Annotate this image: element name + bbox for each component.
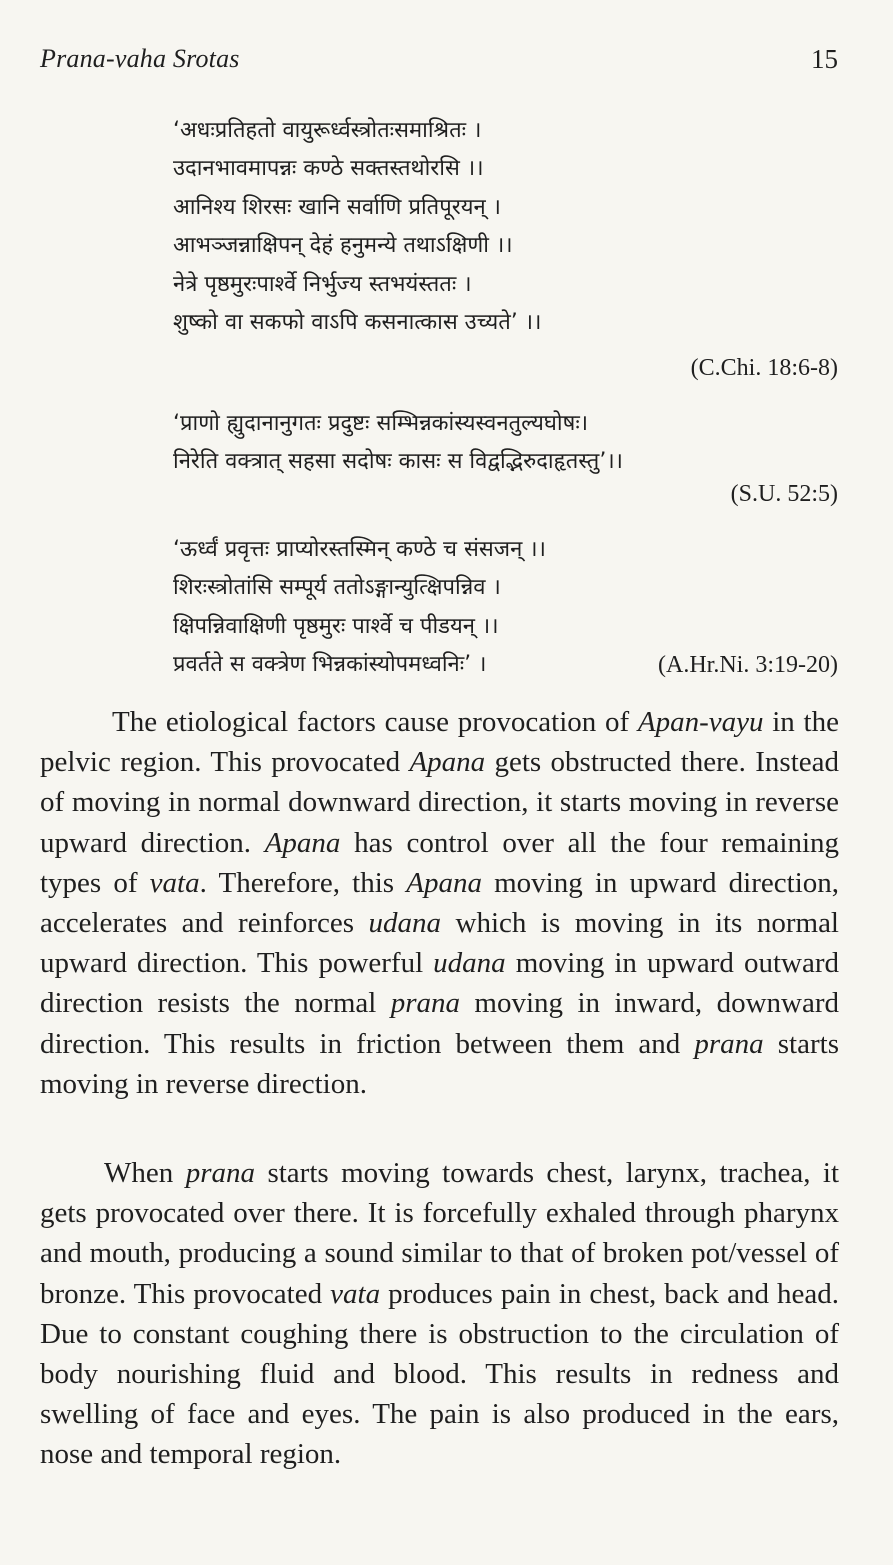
- verse-citation-2: (S.U. 52:5): [730, 481, 838, 507]
- text-run: moving in upward direction, accelerates and reinforces: [40, 866, 840, 940]
- text-run: which is moving in its normal upward direction. This powerful: [40, 907, 839, 980]
- text-run: gets obstructed there. Instead of moving in normal downward direction, it starts moving in reverse upward direction.: [40, 746, 839, 859]
- verse-line: नेत्रे पृष्ठमुरःपार्श्वे निर्भुज्य स्तभयंस्ततः ।: [173, 271, 472, 297]
- verse-line: ‘अधःप्रतिहतो वायुरूर्ध्वस्त्रोतःसमाश्रितः ।: [173, 118, 482, 143]
- body-paragraph-1: [40, 702, 839, 1104]
- italic-term: vata: [149, 866, 200, 899]
- verse-citation-1: (C.Chi. 18:6-8): [690, 355, 838, 381]
- page-number: 15: [811, 44, 838, 74]
- italic-term: prana: [390, 987, 461, 1020]
- italic-term: udana: [368, 907, 441, 940]
- verse-line: उदानभावमापन्नः कण्ठे सक्तस्तथोरसि ।।: [173, 156, 484, 182]
- sanskrit-verse-block-2: [173, 405, 838, 482]
- italic-term: udana: [433, 947, 506, 980]
- text-run: . Therefore, this: [199, 866, 407, 899]
- verse-citation-3: (A.Hr.Ni. 3:19-20): [658, 652, 838, 679]
- verse-line: आनिश्य शिरसः खानि सर्वाणि प्रतिपूरयन् ।: [173, 194, 502, 220]
- italic-term: Apana: [409, 746, 486, 779]
- verse-line: निरेति वक्त्रात् सहसा सदोषः कासः स विद्वद्भिरुदाहृतस्तु’।।: [173, 449, 624, 475]
- verse-line: [173, 646, 838, 684]
- sanskrit-verse-block-3: [173, 531, 838, 685]
- text-run: When: [104, 1157, 186, 1189]
- italic-term: prana: [185, 1157, 255, 1189]
- verse-line: ‘प्राणो ह्युदानानुगतः प्रदुष्टः सम्भिन्नकांस्यस्वनतुल्यघोषः।: [173, 411, 589, 436]
- italic-term: Apan-vayu: [637, 706, 764, 738]
- verse-line: आभञ्जन्नाक्षिपन् देहं हनुमन्ये तथाऽक्षिणी ।।: [173, 233, 513, 259]
- verse-line: शिरःस्त्रोतांसि सम्पूर्य ततोऽङ्गान्युत्क्षिपन्निव ।: [173, 575, 501, 601]
- running-head: [40, 44, 838, 84]
- text-run: has control over all the four remaining types of: [40, 826, 840, 899]
- text-run: starts moving in reverse direction.: [40, 1027, 839, 1100]
- text-run: starts moving towards chest, larynx, trachea, it gets provocated over there. It is forcefully exhaled through pharynx and mouth, producing a sound similar to that of broken pot/vessel of bronze. This provocated: [40, 1157, 839, 1310]
- verse-line: ‘ऊर्ध्वं प्रवृत्तः प्राप्योरस्तस्मिन् कण्ठे च संसजन् ।।: [173, 537, 546, 562]
- text-run: The etiological factors cause provocation of: [112, 706, 638, 738]
- text-run: in the pelvic region. This provocated: [40, 706, 839, 779]
- verse-line: क्षिपन्निवाक्षिणी पृष्ठमुरः पार्श्वे च पीडयन् ।।: [173, 613, 499, 639]
- running-title: Prana-vaha Srotas: [40, 44, 240, 73]
- italic-term: Apana: [406, 866, 482, 899]
- text-run: produces pain in chest, back and head. Due to constant coughing there is obstruction to the circulation of body nourishing fluid and blood. This results in redness and swelling of face and eyes. The pain is also produced in the ears, nose and temporal region.: [40, 1277, 839, 1471]
- italic-term: vata: [330, 1277, 381, 1310]
- verse-line: शुष्को वा सकफो वाऽपि कसनात्कास उच्यते’ ।।: [173, 309, 542, 335]
- verse-line-text: प्रवर्तते स वक्त्रेण भिन्नकांस्योपमध्वनिः’ ।: [173, 652, 487, 678]
- body-paragraph-2: [40, 1153, 839, 1475]
- text-run: moving in inward, downward direction. This results in friction between them and: [40, 987, 839, 1060]
- sanskrit-verse-block-1: [173, 112, 838, 342]
- italic-term: prana: [694, 1027, 764, 1060]
- italic-term: Apana: [264, 826, 341, 859]
- text-run: moving in upward outward direction resists the normal: [40, 947, 839, 1020]
